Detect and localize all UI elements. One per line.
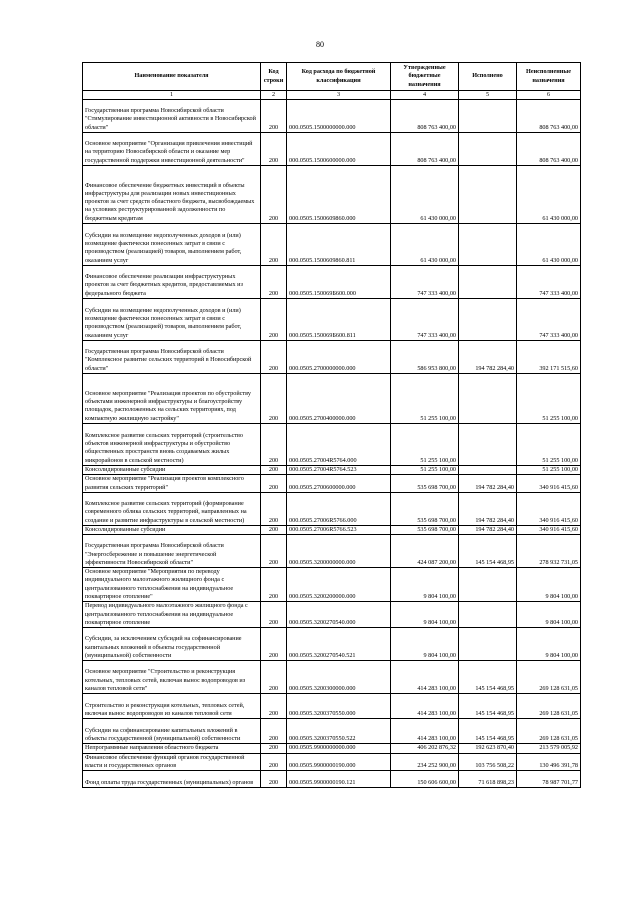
row-unexecuted-cell: 51 255 100,00	[517, 466, 581, 475]
row-unexecuted-cell: 278 932 731,05	[517, 535, 581, 568]
table-row	[83, 100, 581, 133]
row-name-cell: Комплексное развитие сельских территорий (формирование современного облика сельских территорий, направленных на создание и развитие инфраструктуры в сельской местности)	[83, 492, 261, 525]
row-approved-cell: 535 698 700,00	[391, 492, 459, 525]
row-line-code-cell: 200	[261, 753, 287, 771]
row-unexecuted-cell: 130 496 391,78	[517, 753, 581, 771]
column-number: 6	[517, 91, 581, 100]
table-row	[83, 753, 581, 771]
row-budget-code-cell: 000.0505.3200370550.522	[287, 719, 391, 744]
row-executed-cell: 103 756 508,22	[459, 753, 517, 771]
row-name-cell: Государственная программа Новосибирской области "Энергосбережение и повышение энергетической эффективности Новосибирской области"	[83, 535, 261, 568]
row-approved-cell: 9 804 100,00	[391, 602, 459, 628]
table-row	[83, 535, 581, 568]
table-row	[83, 224, 581, 266]
row-executed-cell: 145 154 468,95	[459, 694, 517, 719]
row-name-cell: Основное мероприятие "Строительство и реконструкция котельных, тепловых сетей, включая вынос водопроводов из каналов тепловой сети"	[83, 661, 261, 694]
page-number: 80	[316, 40, 324, 49]
row-executed-cell: 145 154 468,95	[459, 719, 517, 744]
row-executed-cell: 194 782 284,40	[459, 492, 517, 525]
row-approved-cell: 9 804 100,00	[391, 568, 459, 602]
row-executed-cell: 194 782 284,40	[459, 525, 517, 534]
row-unexecuted-cell: 78 987 701,77	[517, 771, 581, 788]
row-line-code-cell: 200	[261, 568, 287, 602]
row-budget-code-cell: 000.0505.1500600000.000	[287, 133, 391, 166]
row-budget-code-cell: 000.0505.3200270540.000	[287, 602, 391, 628]
row-budget-code-cell: 000.0505.3200000000.000	[287, 535, 391, 568]
row-budget-code-cell: 000.0505.2700000000.000	[287, 341, 391, 374]
table-row	[83, 568, 581, 602]
row-executed-cell	[459, 602, 517, 628]
row-line-code-cell: 200	[261, 719, 287, 744]
row-unexecuted-cell: 340 916 415,60	[517, 525, 581, 534]
row-name-cell: Консолидированные субсидии	[83, 525, 261, 534]
row-approved-cell: 747 333 400,00	[391, 266, 459, 299]
row-approved-cell: 424 087 200,00	[391, 535, 459, 568]
row-line-code-cell: 200	[261, 466, 287, 475]
row-name-cell: Субсидии на софинансирование капитальных вложений в объекты государственной (муниципальной) собственности	[83, 719, 261, 744]
row-executed-cell	[459, 466, 517, 475]
row-name-cell: Субсидии, за исключением субсидий на софинансирование капитальных вложений в объекты государственной (муниципальной) собственности	[83, 628, 261, 661]
row-line-code-cell: 200	[261, 341, 287, 374]
row-line-code-cell: 200	[261, 475, 287, 493]
row-line-code-cell: 200	[261, 744, 287, 753]
row-approved-cell: 586 953 800,00	[391, 341, 459, 374]
row-name-cell: Субсидии на возмещение недополученных доходов и (или) возмещение фактически понесенных затрат в связи с производством (реализацией) товаров, выполнением работ, оказанием услуг	[83, 224, 261, 266]
row-name-cell: Фонд оплаты труда государственных (муниципальных) органов	[83, 771, 261, 788]
table-row	[83, 424, 581, 466]
row-line-code-cell: 200	[261, 224, 287, 266]
row-unexecuted-cell: 269 128 631,05	[517, 719, 581, 744]
row-approved-cell: 9 804 100,00	[391, 628, 459, 661]
row-name-cell: Основное мероприятие "Организация привлечения инвестиций на территорию Новосибирской области и оказание мер государственной поддержки инвестиционной деятельности"	[83, 133, 261, 166]
table-row	[83, 299, 581, 341]
column-number: 4	[391, 91, 459, 100]
row-line-code-cell: 200	[261, 492, 287, 525]
row-unexecuted-cell: 51 255 100,00	[517, 424, 581, 466]
table-row	[83, 266, 581, 299]
table-row	[83, 719, 581, 744]
row-executed-cell	[459, 266, 517, 299]
table-row	[83, 628, 581, 661]
row-name-cell: Основное мероприятие "Мероприятия по переводу индивидуального малоэтажного жилищного фонда с централизованного теплоснабжения на индивидуальное поквартирное отопление"	[83, 568, 261, 602]
row-executed-cell: 194 782 284,40	[459, 341, 517, 374]
row-executed-cell	[459, 424, 517, 466]
table-row	[83, 133, 581, 166]
column-header-unexecuted: Неисполненные назначения	[517, 63, 581, 91]
row-budget-code-cell: 000.0505.27006R5766.523	[287, 525, 391, 534]
row-name-cell: Комплексное развитие сельских территорий (строительство объектов инженерной инфраструктуры и обустройство общественных пространств вновь создаваемых жилых микрорайонов в сельской местности)	[83, 424, 261, 466]
row-approved-cell: 51 255 100,00	[391, 424, 459, 466]
row-line-code-cell: 200	[261, 424, 287, 466]
row-executed-cell	[459, 374, 517, 424]
row-name-cell: Строительство и реконструкция котельных, тепловых сетей, включая вынос водопроводов из каналов тепловой сети	[83, 694, 261, 719]
row-budget-code-cell: 000.0505.1500609860.000	[287, 166, 391, 224]
row-unexecuted-cell: 269 128 631,05	[517, 661, 581, 694]
row-approved-cell: 414 283 100,00	[391, 719, 459, 744]
table-row	[83, 694, 581, 719]
table-row	[83, 744, 581, 753]
row-approved-cell: 535 698 700,00	[391, 475, 459, 493]
row-approved-cell: 61 430 000,00	[391, 166, 459, 224]
row-budget-code-cell: 000.0505.9900000190.000	[287, 753, 391, 771]
row-name-cell: Государственная программа Новосибирской области "Стимулирование инвестиционной активности в Новосибирской области"	[83, 100, 261, 133]
row-name-cell: Финансовое обеспечение функций органов государственной власти и государственных органов	[83, 753, 261, 771]
row-approved-cell: 406 202 876,32	[391, 744, 459, 753]
row-line-code-cell: 200	[261, 771, 287, 788]
row-approved-cell: 234 252 900,00	[391, 753, 459, 771]
row-name-cell: Субсидии на возмещение недополученных доходов и (или) возмещение фактически понесенных затрат в связи с производством (реализацией) товаров, выполнением работ, оказанием услуг	[83, 299, 261, 341]
column-header-approved: Утвержденные бюджетные назначения	[391, 63, 459, 91]
row-line-code-cell: 200	[261, 266, 287, 299]
table-row	[83, 525, 581, 534]
row-executed-cell	[459, 224, 517, 266]
row-line-code-cell: 200	[261, 299, 287, 341]
row-line-code-cell: 200	[261, 525, 287, 534]
row-executed-cell	[459, 568, 517, 602]
column-header-budget-code: Код расхода по бюджетной классификации	[287, 63, 391, 91]
row-name-cell: Финансовое обеспечение бюджетных инвестиций в объекты инфраструктуры для реализации новых инвестиционных проектов за счет средств областного бюджета, высвобождаемых на условиях реструктурированной задолженности по бюджетным кредитам	[83, 166, 261, 224]
table-row	[83, 466, 581, 475]
table-row	[83, 374, 581, 424]
column-number-row	[83, 91, 581, 100]
row-budget-code-cell: 000.0505.3200270540.521	[287, 628, 391, 661]
row-line-code-cell: 200	[261, 133, 287, 166]
row-budget-code-cell: 000.0505.1500000000.000	[287, 100, 391, 133]
row-budget-code-cell: 000.0505.27006R5766.000	[287, 492, 391, 525]
table-row	[83, 661, 581, 694]
row-budget-code-cell: 000.0505.27004R5764.523	[287, 466, 391, 475]
row-name-cell: Финансовое обеспечение реализации инфраструктурных проектов за счет бюджетных кредитов, предоставляемых из федерального бюджета	[83, 266, 261, 299]
row-unexecuted-cell: 9 804 100,00	[517, 628, 581, 661]
row-approved-cell: 51 255 100,00	[391, 374, 459, 424]
table-row	[83, 341, 581, 374]
row-unexecuted-cell: 392 171 515,60	[517, 341, 581, 374]
row-executed-cell	[459, 100, 517, 133]
budget-execution-table	[82, 62, 581, 788]
row-unexecuted-cell: 61 430 000,00	[517, 166, 581, 224]
column-number: 2	[261, 91, 287, 100]
column-header-name: Наименование показателя	[83, 63, 261, 91]
table-row	[83, 475, 581, 493]
row-line-code-cell: 200	[261, 602, 287, 628]
row-approved-cell: 747 333 400,00	[391, 299, 459, 341]
table-row	[83, 771, 581, 788]
row-budget-code-cell: 000.0505.150069Б600.000	[287, 266, 391, 299]
column-header-line-code: Код строки	[261, 63, 287, 91]
row-budget-code-cell: 000.0505.1500609860.811	[287, 224, 391, 266]
row-approved-cell: 808 763 400,00	[391, 133, 459, 166]
column-number: 3	[287, 91, 391, 100]
row-line-code-cell: 200	[261, 628, 287, 661]
row-name-cell: Государственная программа Новосибирской области "Комплексное развитие сельских территорий в Новосибирской области"	[83, 341, 261, 374]
row-budget-code-cell: 000.0505.2700400000.000	[287, 374, 391, 424]
row-unexecuted-cell: 51 255 100,00	[517, 374, 581, 424]
row-approved-cell: 414 283 100,00	[391, 694, 459, 719]
row-line-code-cell: 200	[261, 100, 287, 133]
row-approved-cell: 535 698 700,00	[391, 525, 459, 534]
row-line-code-cell: 200	[261, 166, 287, 224]
row-unexecuted-cell: 61 430 000,00	[517, 224, 581, 266]
row-line-code-cell: 200	[261, 661, 287, 694]
row-unexecuted-cell: 340 916 415,60	[517, 492, 581, 525]
row-budget-code-cell: 000.0505.3200300000.000	[287, 661, 391, 694]
table-row	[83, 602, 581, 628]
row-unexecuted-cell: 808 763 400,00	[517, 133, 581, 166]
row-name-cell: Консолидированные субсидии	[83, 466, 261, 475]
row-name-cell: Перевод индивидуального малоэтажного жилищного фонда с централизованного теплоснабжения на индивидуальное поквартирное отопление	[83, 602, 261, 628]
row-line-code-cell: 200	[261, 535, 287, 568]
row-executed-cell	[459, 166, 517, 224]
column-number: 5	[459, 91, 517, 100]
row-executed-cell	[459, 133, 517, 166]
row-budget-code-cell: 000.0505.9900000190.121	[287, 771, 391, 788]
row-budget-code-cell: 000.0505.27004R5764.000	[287, 424, 391, 466]
row-executed-cell: 194 782 284,40	[459, 475, 517, 493]
column-header-executed: Исполнено	[459, 63, 517, 91]
row-budget-code-cell: 000.0505.3200200000.000	[287, 568, 391, 602]
row-executed-cell	[459, 299, 517, 341]
row-executed-cell	[459, 628, 517, 661]
table-row	[83, 166, 581, 224]
table-header-row	[83, 63, 581, 91]
row-budget-code-cell: 000.0505.150069Б600.811	[287, 299, 391, 341]
row-unexecuted-cell: 808 763 400,00	[517, 100, 581, 133]
row-executed-cell: 71 618 898,23	[459, 771, 517, 788]
row-executed-cell: 145 154 468,95	[459, 661, 517, 694]
row-budget-code-cell: 000.0505.9900000000.000	[287, 744, 391, 753]
row-budget-code-cell: 000.0505.3200370550.000	[287, 694, 391, 719]
row-line-code-cell: 200	[261, 374, 287, 424]
table-row	[83, 492, 581, 525]
row-approved-cell: 808 763 400,00	[391, 100, 459, 133]
row-executed-cell: 145 154 468,95	[459, 535, 517, 568]
row-unexecuted-cell: 269 128 631,05	[517, 694, 581, 719]
row-name-cell: Основное мероприятие "Реализация проектов комплексного развития сельских территорий"	[83, 475, 261, 493]
row-unexecuted-cell: 747 333 400,00	[517, 266, 581, 299]
row-name-cell: Непрограммные направления областного бюджета	[83, 744, 261, 753]
row-unexecuted-cell: 340 916 415,60	[517, 475, 581, 493]
row-approved-cell: 150 606 600,00	[391, 771, 459, 788]
row-unexecuted-cell: 9 804 100,00	[517, 568, 581, 602]
column-number: 1	[83, 91, 261, 100]
row-unexecuted-cell: 747 333 400,00	[517, 299, 581, 341]
row-unexecuted-cell: 213 579 005,92	[517, 744, 581, 753]
row-unexecuted-cell: 9 804 100,00	[517, 602, 581, 628]
row-budget-code-cell: 000.0505.2700600000.000	[287, 475, 391, 493]
row-approved-cell: 61 430 000,00	[391, 224, 459, 266]
row-executed-cell: 192 623 870,40	[459, 744, 517, 753]
row-line-code-cell: 200	[261, 694, 287, 719]
row-name-cell: Основное мероприятие "Реализация проектов по обустройству объектами инженерной инфраструктуры и благоустройству площадок, расположенных на сельских территориях, под компактную жилищную застройку"	[83, 374, 261, 424]
row-approved-cell: 414 283 100,00	[391, 661, 459, 694]
row-approved-cell: 51 255 100,00	[391, 466, 459, 475]
